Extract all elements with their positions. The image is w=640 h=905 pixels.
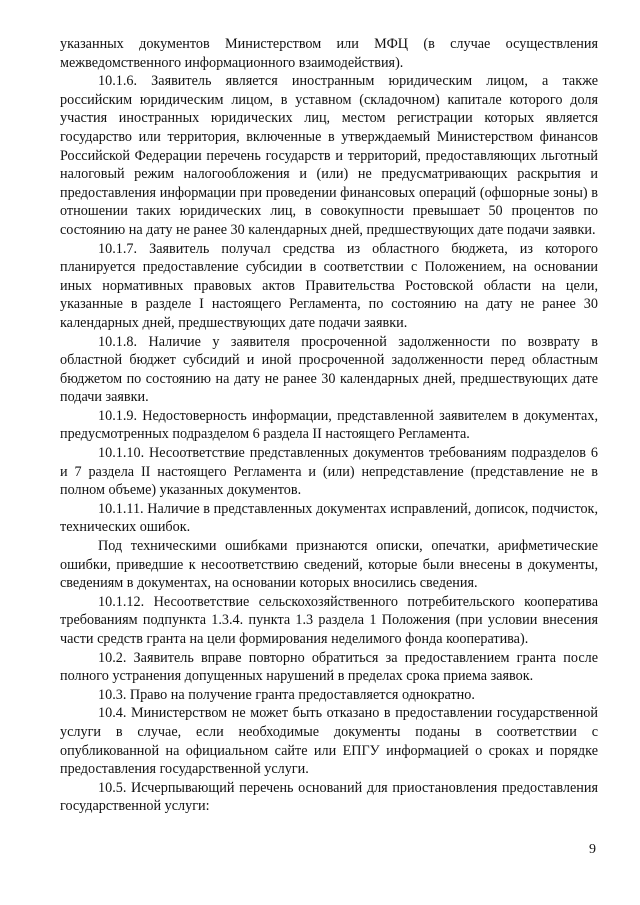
paragraph-10-1-12: 10.1.12. Несоответствие сельскохозяйственного потребительского кооператива требованиям подпункта 1.3.4. пункта 1.3 раздела 1 Положения (при условии внесения части средств гранта на цели формирования неделимого фонда кооператива). — [60, 593, 598, 647]
document-body — [60, 35, 598, 816]
paragraph-10-1-11: 10.1.11. Наличие в представленных документах исправлений, дописок, подчисток, технических ошибок. — [60, 500, 598, 536]
page-number: 9 — [589, 842, 596, 857]
paragraph-10-3: 10.3. Право на получение гранта предоставляется однократно. — [98, 686, 475, 703]
paragraph-10-1-6: 10.1.6. Заявитель является иностранным юридическим лицом, а также российским юридическим лицом, в уставном (складочном) капитале которого доля участия иностранных юридических лиц, местом регистрации которых является государство или территория, включенные в утверждаемый Министерством финансов Российской Федерации перечень государств и территорий, предоставляющих льготный налоговый режим налогообложения и (или) не предусматривающих раскрытия и предоставления информации при проведении финансовых операций (офшорные зоны) в отношении таких юридических лиц, в совокупности превышает 50 процентов по состоянию на дату не ранее 30 календарных дней, предшествующих дате подачи заявки. — [60, 73, 598, 238]
paragraph-10-5: 10.5. Исчерпывающий перечень оснований для приостановления предоставления государственной услуги: — [60, 779, 598, 815]
paragraph-continuation: указанных документов Министерством или МФЦ (в случае осуществления межведомственного информационного взаимодействия). — [60, 36, 598, 71]
paragraph-technical-errors: Под техническими ошибками признаются описки, опечатки, арифметические ошибки, приведшие к несоответствию сведений, которые были внесены в документы, сведениям в документах, на основании которых вносились сведения. — [60, 538, 598, 592]
paragraph-10-1-9: 10.1.9. Недостоверность информации, представленной заявителем в документах, предусмотренных подразделом 6 раздела II настоящего Регламента. — [60, 407, 598, 443]
paragraph-10-1-10: 10.1.10. Несоответствие представленных документов требованиям подразделов 6 и 7 раздела II настоящего Регламента и (или) непредставление (представление не в полном объеме) указанных документов. — [60, 445, 598, 499]
paragraph-10-1-7: 10.1.7. Заявитель получал средства из областного бюджета, из которого планируется предоставление субсидии в соответствии с Положением, на основании иных нормативных правовых актов Правительства Ростовской области на цели, указанные в разделе I настоящего Регламента, по состоянию на дату не ранее 30 календарных дней, предшествующих дате подачи заявки. — [60, 240, 598, 331]
paragraph-10-4: 10.4. Министерством не может быть отказано в предоставлении государственной услуги в случае, если необходимые документы поданы в соответствии с опубликованной на официальном сайте или ЕПГУ информацией о сроках и порядке предоставления государственной услуги. — [60, 705, 598, 778]
paragraph-10-2: 10.2. Заявитель вправе повторно обратиться за предоставлением гранта после полного устранения допущенных нарушений в пределах срока приема заявок. — [60, 649, 598, 685]
paragraph-10-1-8: 10.1.8. Наличие у заявителя просроченной задолженности по возврату в областной бюджет субсидий и иной просроченной задолженности перед областным бюджетом по состоянию на дату не ранее 30 календарных дней, предшествующих дате подачи заявки. — [60, 333, 598, 406]
